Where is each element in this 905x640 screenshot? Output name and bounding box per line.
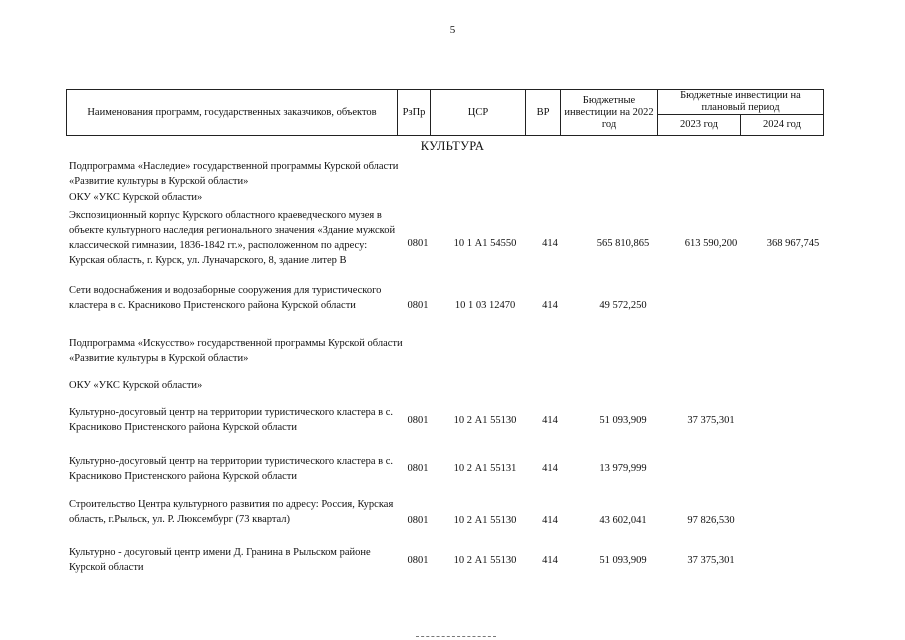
row-name: Строительство Центра культурного развития по адресу: Россия, Курская область, г.Рыльск, ул. Р. Люксембург (73 квартал) — [69, 499, 394, 525]
row-csr: 10 1 А1 54550 — [453, 238, 517, 249]
row-rzpr: 0801 — [407, 555, 429, 566]
row-name: Культурно-досуговый центр на территории туристического кластера в с. Красниково Пристенского района Курской области — [69, 407, 394, 433]
row-rzpr: 0801 — [407, 415, 429, 426]
row-csr: 10 2 А1 55130 — [453, 515, 517, 526]
row-csr: 10 1 03 12470 — [454, 300, 516, 311]
table-header — [66, 89, 824, 136]
row-csr: 10 2 А1 55131 — [453, 463, 517, 474]
row-name: Подпрограмма «Искусство» государственной программы Курской области «Развитие культуры в Курской области» — [69, 338, 403, 364]
row-name: Культурно - досуговый центр имени Д. Гранина в Рыльском районе Курской области — [69, 547, 371, 573]
row-rzpr: 0801 — [407, 463, 429, 474]
row-rzpr: 0801 — [407, 515, 429, 526]
section-title: КУЛЬТУРА — [420, 139, 485, 153]
row-b2023: 613 590,200 — [684, 238, 738, 249]
row-vr: 414 — [542, 463, 558, 474]
header-2024: 2024 год — [741, 115, 824, 136]
row-rzpr: 0801 — [407, 300, 429, 311]
row-b2023: 37 375,301 — [687, 415, 735, 426]
row-b2023: 37 375,301 — [687, 555, 735, 566]
row-name: ОКУ «УКС Курской области» — [69, 380, 203, 391]
header-invest-2022: Бюджетные инвестиции на 2022 год — [561, 90, 658, 136]
row-b2022: 49 572,250 — [599, 300, 647, 311]
row-vr: 414 — [542, 415, 558, 426]
row-b2022: 43 602,041 — [599, 515, 647, 526]
row-name: Культурно-досуговый центр на территории туристического кластера в с. Красниково Пристенского района Курской области — [69, 456, 394, 482]
row-b2024: 368 967,745 — [766, 238, 820, 249]
row-name: Экспозиционный корпус Курского областного краеведческого музея в объекте культурного наследия регионального значения «Здание мужской классической гимназии, 1836-1842 гг.», расположенном по адресу: Курская область, г. Курск, ул. Луначарского, 8, здание литер В — [69, 210, 396, 266]
row-csr: 10 2 А1 55130 — [453, 415, 517, 426]
header-plan: Бюджетные инвестиции на плановый период — [658, 90, 824, 115]
row-name: ОКУ «УКС Курской области» — [69, 192, 203, 203]
row-name: Подпрограмма «Наследие» государственной программы Курской области «Развитие культуры в Курской области» — [69, 161, 399, 187]
header-csr: ЦСР — [431, 90, 526, 136]
header-2023: 2023 год — [658, 115, 741, 136]
page-number: 5 — [449, 24, 456, 36]
header-name: Наименования программ, государственных заказчиков, объектов — [67, 90, 398, 136]
scan-artifact — [416, 636, 496, 639]
row-vr: 414 — [542, 515, 558, 526]
row-b2022: 13 979,999 — [599, 463, 647, 474]
row-rzpr: 0801 — [407, 238, 429, 249]
row-b2023: 97 826,530 — [687, 515, 735, 526]
row-vr: 414 — [542, 300, 558, 311]
header-vr: ВР — [526, 90, 561, 136]
row-b2022: 51 093,909 — [599, 415, 647, 426]
header-rzpr: РзПр — [398, 90, 431, 136]
row-b2022: 51 093,909 — [599, 555, 647, 566]
row-vr: 414 — [542, 238, 558, 249]
row-b2022: 565 810,865 — [596, 238, 650, 249]
row-name: Сети водоснабжения и водозаборные сооружения для туристического кластера в с. Красниково Пристенского района Курской области — [69, 285, 382, 311]
row-vr: 414 — [542, 555, 558, 566]
row-csr: 10 2 А1 55130 — [453, 555, 517, 566]
